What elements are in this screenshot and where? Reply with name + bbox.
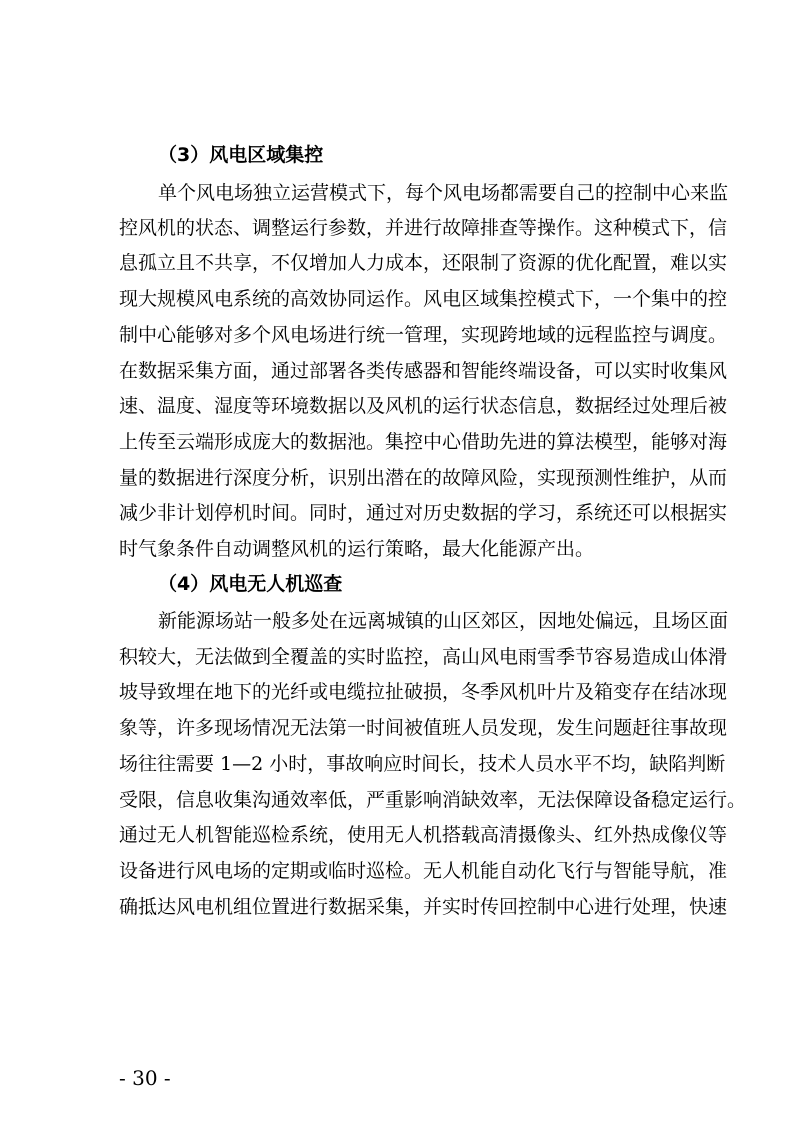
paragraph-line: 上传至云端形成庞大的数据池。集控中心借助先进的算法模型，能够对海 (119, 431, 728, 453)
section-heading-3: （3）风电区域集控 (158, 144, 324, 166)
paragraph-line: 积较大，无法做到全覆盖的实时监控，高山风电雨雪季节容易造成山体滑 (119, 646, 728, 668)
paragraph-line: 象等，许多现场情况无法第一时间被值班人员发现，发生问题赶往事故现 (119, 717, 728, 739)
paragraph-line: 坡导致埋在地下的光纤或电缆拉扯破损，冬季风机叶片及箱变存在结冰现 (119, 681, 728, 703)
paragraph-line-last: 时气象条件自动调整风机的运行策略，最大化能源产出。 (119, 538, 595, 560)
paragraph-line: 场往往需要 1—2 小时，事故响应时间长，技术人员水平不均，缺陷判断 (119, 753, 726, 775)
paragraph-line: 确抵达风电机组位置进行数据采集，并实时传回控制中心进行处理，快速 (119, 896, 728, 918)
paragraph-line: 新能源场站一般多处在远离城镇的山区郊区，因地处偏远，且场区面 (158, 610, 729, 632)
paragraph-line: 控风机的状态、调整运行参数，并进行故障排查等操作。这种模式下，信 (119, 217, 728, 239)
paragraph-line: 制中心能够对多个风电场进行统一管理，实现跨地域的远程监控与调度。 (119, 324, 728, 346)
section-heading-4: （4）风电无人机巡查 (158, 573, 343, 595)
paragraph-line: 速、温度、湿度等环境数据以及风机的运行状态信息，数据经过处理后被 (119, 395, 728, 417)
paragraph-line: 现大规模风电系统的高效协同运作。风电区域集控模式下，一个集中的控 (119, 288, 728, 310)
paragraph-line: 息孤立且不共享，不仅增加人力成本，还限制了资源的优化配置，难以实 (119, 252, 728, 274)
paragraph-line: 通过无人机智能巡检系统，使用无人机搭载高清摄像头、红外热成像仪等 (119, 824, 728, 846)
paragraph-line: 减少非计划停机时间。同时，通过对历史数据的学习，系统还可以根据实 (119, 502, 728, 524)
page-number: - 30 - (119, 1066, 171, 1090)
paragraph-line: 在数据采集方面，通过部署各类传感器和智能终端设备，可以实时收集风 (119, 360, 728, 382)
paragraph-line: 设备进行风电场的定期或临时巡检。无人机能自动化飞行与智能导航，准 (119, 860, 728, 882)
paragraph-line: 量的数据进行深度分析，识别出潜在的故障风险，实现预测性维护，从而 (119, 467, 728, 489)
paragraph-line: 受限，信息收集沟通效率低，严重影响消缺效率，无法保障设备稳定运行。 (119, 789, 747, 811)
paragraph-line: 单个风电场独立运营模式下，每个风电场都需要自己的控制中心来监 (158, 182, 729, 204)
